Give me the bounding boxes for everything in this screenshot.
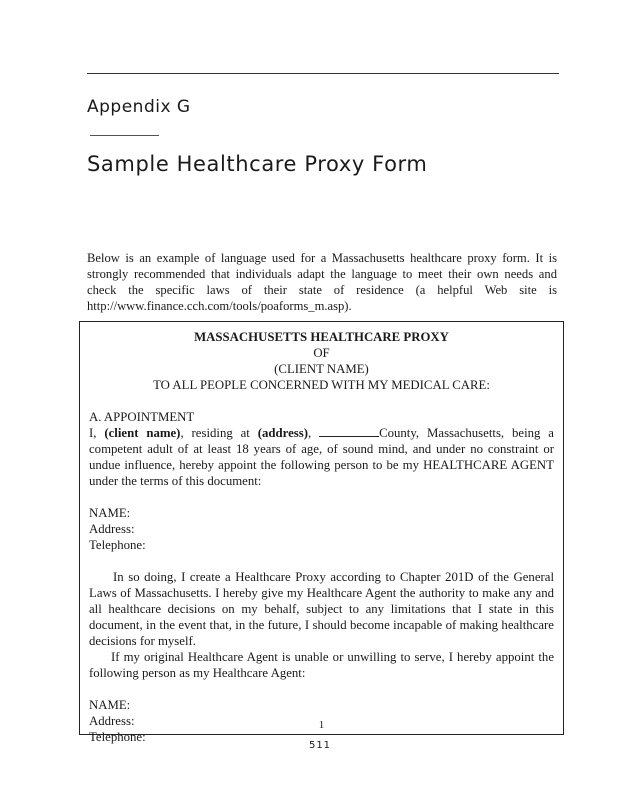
alternate-telephone-label: Telephone: (89, 730, 146, 744)
form-client-name: (CLIENT NAME) (274, 362, 369, 376)
page-title: Sample Healthcare Proxy Form (87, 152, 428, 176)
form-box (79, 321, 564, 744)
form-of: OF (313, 346, 330, 360)
form-heading: MASSACHUSETTS HEALTHCARE PROXY (194, 330, 449, 344)
agent-telephone-label: Telephone: (89, 538, 146, 552)
proxy-paragraph: In so doing, I create a Healthcare Proxy according to Chapter 201D of the General Laws of Massachusetts. I hereby give my Healthcare Agent the authority to make any and all healthcare decisions on my behalf, subject to any limitations that I state in this document, in the event that, in the future, I should become incapable of making healthcare decisions for myself. (89, 570, 554, 648)
agent-address-label: Address: (89, 522, 135, 536)
address-placeholder: (address) (257, 426, 308, 440)
inner-page-number: 1 (318, 719, 325, 731)
appointment-paragraph: I, (client name), residing at (address), County, Massachusetts, being a competent adult of at least 18 years of age, of sound mind, and under no constraint or undue influence, hereby appoint the following person to be my HEALTHCARE AGENT under the terms of this document: (89, 426, 554, 488)
page-number: 511 (308, 740, 332, 751)
top-rule (87, 73, 559, 74)
form-content (89, 329, 554, 745)
section-appointment: A. APPOINTMENT (89, 410, 195, 424)
appendix-label: Appendix G (87, 97, 191, 117)
agent-name-label: NAME: (89, 506, 131, 520)
intro-paragraph: Below is an example of language used for a Massachusetts healthcare proxy form. It is strongly recommended that individuals adapt the language to meet their own needs and check the specific laws of their state of residence (a helpful Web site is http://www.finance.cch.com/tools/poaforms_m.asp). (87, 251, 557, 313)
county-blank (319, 426, 379, 437)
alternate-paragraph: If my original Healthcare Agent is unable or unwilling to serve, I hereby appoint the following person as my Healthcare Agent: (89, 650, 554, 680)
client-name-placeholder: (client name) (104, 426, 181, 440)
short-rule (90, 135, 159, 136)
alternate-name-label: NAME: (89, 698, 131, 712)
form-to-all: TO ALL PEOPLE CONCERNED WITH MY MEDICAL CARE: (153, 378, 490, 392)
alternate-address-label: Address: (89, 714, 135, 728)
